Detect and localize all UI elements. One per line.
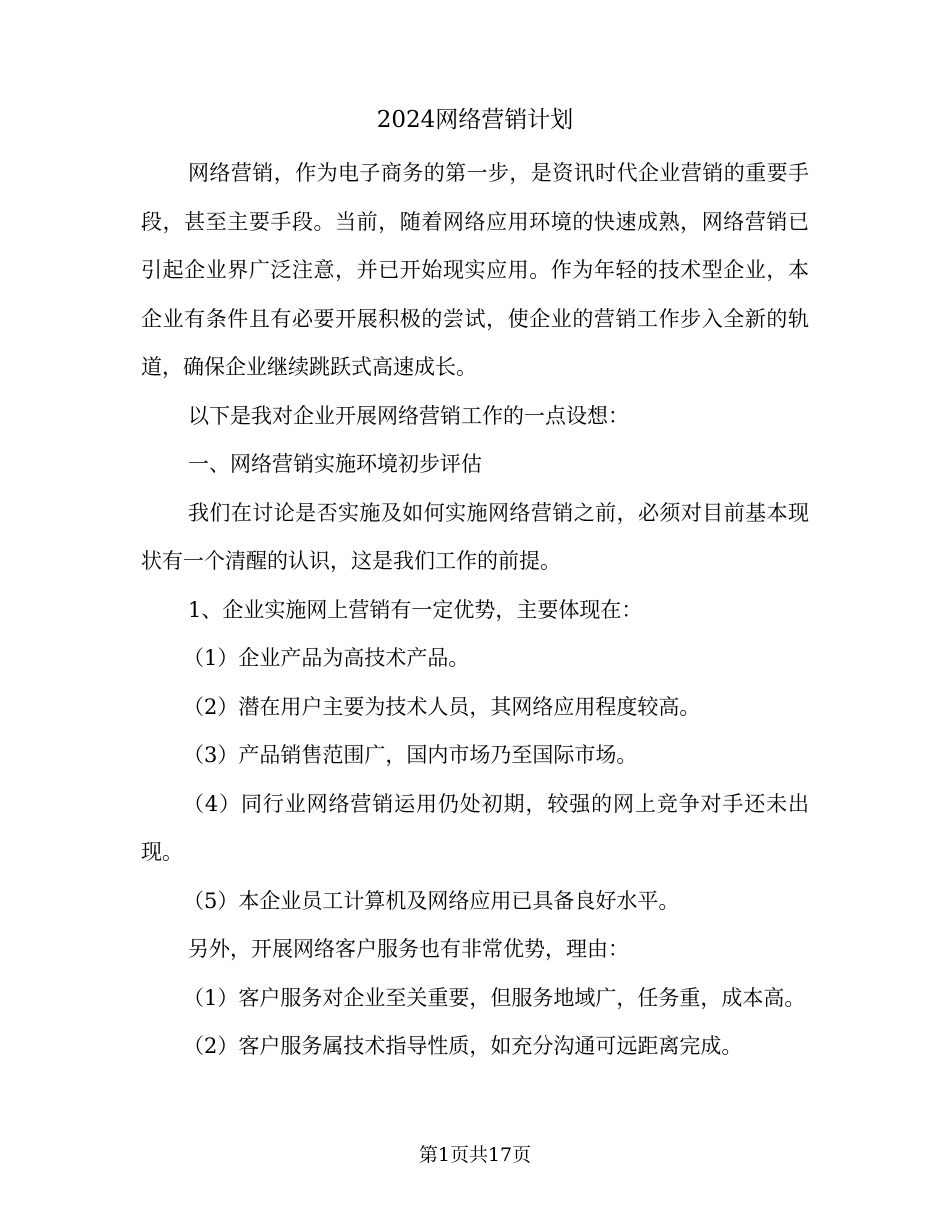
list-item: （1）客户服务对企业至关重要，但服务地域广，任务重，成本高。 — [183, 985, 806, 1010]
paragraph-service-advantages: 另外，开展网络客户服务也有非常优势，理由： — [188, 937, 629, 961]
subheading-advantages: 1、企业实施网上营销有一定优势，主要体现在： — [188, 597, 643, 622]
list-item: （1）企业产品为高技术产品。 — [183, 646, 470, 670]
list-item: （2）潜在用户主要为技术人员，其网络应用程度较高。 — [183, 694, 701, 719]
section-heading-1: 一、网络营销实施环境初步评估 — [188, 452, 482, 476]
document-title: 2024网络营销计划 — [376, 107, 574, 133]
document-body — [141, 149, 809, 1071]
paragraph-lead-in: 以下是我对企业开展网络营销工作的一点设想： — [188, 403, 629, 428]
list-item: （2）客户服务属技术指导性质，如充分沟通可远距离完成。 — [183, 1034, 743, 1058]
list-item: （4）同行业网络营销运用仍处初期，较强的网上竞争对手还未出现。 — [141, 791, 809, 864]
paragraph-premise: 我们在讨论是否实施及如何实施网络营销之前，必须对目前基本现状有一个清醒的认识，这是我们工作的前提。 — [141, 500, 809, 573]
list-item: （5）本企业员工计算机及网络应用已具备良好水平。 — [183, 888, 680, 913]
page-number-footer: 第1页共17页 — [418, 1144, 532, 1166]
list-item: （3）产品销售范围广，国内市场乃至国际市场。 — [183, 743, 638, 767]
paragraph-intro: 网络营销，作为电子商务的第一步，是资讯时代企业营销的重要手段，甚至主要手段。当前，随着网络应用环境的快速成熟，网络营销已引起企业界广泛注意，并已开始现实应用。作为年轻的技术型企业，本企业有条件且有必要开展积极的尝试，使企业的营销工作步入全新的轨道，确保企业继续跳跃式高速成长。 — [141, 161, 809, 379]
